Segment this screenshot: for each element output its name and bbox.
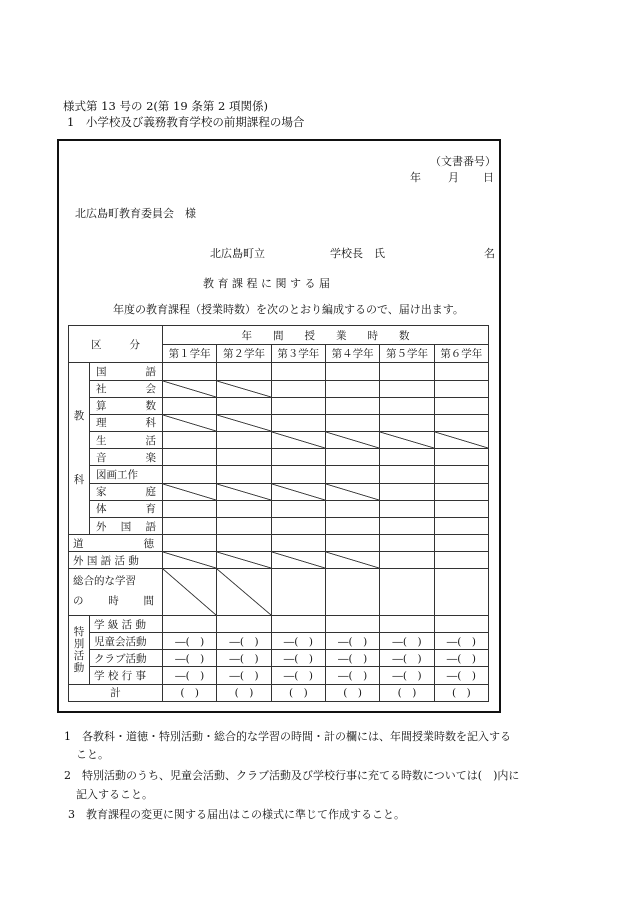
hours-cell[interactable] [163,363,217,380]
hours-cell[interactable] [434,483,488,500]
paren-cell[interactable]: ―( ) [325,633,379,650]
na-cell [217,380,271,397]
hours-cell[interactable] [325,517,379,534]
hours-cell[interactable] [271,414,325,431]
hours-cell[interactable] [434,414,488,431]
date-day: 日 [483,171,494,184]
hours-cell[interactable] [380,615,434,632]
note-2: 2 特別活動のうち、児童会活動、クラブ活動及び学校行事に充てる時数については( )内に [64,769,520,782]
paren-cell[interactable]: ―( ) [380,667,434,684]
hours-cell[interactable] [271,569,325,615]
row-gakkougyouji: 学 校 行 事 [90,667,163,684]
na-cell [380,432,434,449]
note-1: 1 各教科・道徳・特別活動・総合的な学習の時間・計の欄には、年間授業時数を記入する [64,730,511,743]
hours-cell[interactable] [217,449,271,466]
paren-cell[interactable]: ―( ) [380,650,434,667]
na-cell [163,414,217,431]
hours-cell[interactable] [271,615,325,632]
group-tokubetsu [69,615,90,684]
sender-name-suffix: 名 [484,247,495,260]
hours-cell[interactable] [217,432,271,449]
paren-cell[interactable]: ―( ) [217,633,271,650]
body-text: 年度の教育課程（授業時数）を次のとおり編成するので、届け出ます。 [113,303,464,316]
na-cell [434,432,488,449]
hours-cell[interactable] [325,535,379,552]
na-cell [271,483,325,500]
hours-cell[interactable] [380,552,434,569]
hours-cell[interactable] [380,414,434,431]
paren-cell[interactable]: ―( ) [434,667,488,684]
hours-cell[interactable] [163,432,217,449]
paren-cell[interactable]: ―( ) [325,650,379,667]
grade-header: 第６学年 [434,345,488,363]
hours-cell[interactable] [271,363,325,380]
grade-header: 第４学年 [325,345,379,363]
hours-cell[interactable] [434,449,488,466]
hours-cell[interactable] [380,535,434,552]
grade-header: 第５学年 [380,345,434,363]
paren-cell[interactable]: ―( ) [271,667,325,684]
hours-cell[interactable] [434,363,488,380]
hours-cell[interactable] [271,500,325,517]
hours-cell[interactable] [380,380,434,397]
row-jidoukai: 児童会活動 [90,633,163,650]
subject-zugakousaku: 図画工作 [90,466,163,483]
row-gakkyuu: 学 級 活 動 [90,615,163,632]
total-cell[interactable]: ( ) [271,684,325,701]
hours-cell[interactable] [325,397,379,414]
paren-cell[interactable]: ―( ) [325,667,379,684]
subject-katei: 家 庭 [90,483,163,500]
hours-cell[interactable] [163,615,217,632]
hours-cell[interactable] [434,466,488,483]
na-cell [325,432,379,449]
subject-gaikokugo: 外 国 語 [90,517,163,534]
paren-cell[interactable]: ―( ) [380,633,434,650]
hours-cell[interactable] [163,517,217,534]
hours-cell[interactable] [434,569,488,615]
hours-cell[interactable] [434,500,488,517]
hours-cell[interactable] [434,552,488,569]
hours-cell[interactable] [380,449,434,466]
hours-cell[interactable] [163,449,217,466]
total-cell[interactable]: ( ) [380,684,434,701]
hours-cell[interactable] [217,397,271,414]
hours-cell[interactable] [271,380,325,397]
hours-cell[interactable] [380,569,434,615]
na-cell [325,483,379,500]
subject-ongaku: 音 楽 [90,449,163,466]
row-total: 計 [69,684,163,701]
hours-cell[interactable] [271,535,325,552]
hours-cell[interactable] [217,517,271,534]
date-year: 年 [410,171,421,184]
subject-shakai: 社 会 [90,380,163,397]
hours-cell[interactable] [217,363,271,380]
na-cell [217,483,271,500]
paren-cell[interactable]: ―( ) [271,650,325,667]
row-club: クラブ活動 [90,650,163,667]
hours-cell[interactable] [271,517,325,534]
doc-number: （文書番号） [430,155,496,168]
na-cell [325,552,379,569]
subject-sansuu: 算 数 [90,397,163,414]
sender-school: 北広島町立 [210,247,265,260]
note-2-cont: 記入すること。 [76,788,153,801]
paren-cell[interactable]: ―( ) [163,633,217,650]
subject-rika: 理 科 [90,414,163,431]
row-doutoku: 道 徳 [69,535,163,552]
row-sougou: 総合的な学習 の 時 間 [69,569,163,615]
addressee: 北広島町教育委員会 様 [75,207,196,220]
hours-cell[interactable] [163,500,217,517]
corner-cell [69,326,163,363]
paren-cell[interactable]: ―( ) [217,667,271,684]
total-cell[interactable]: ( ) [434,684,488,701]
hours-cell[interactable] [434,535,488,552]
total-cell[interactable]: ( ) [325,684,379,701]
hours-cell[interactable] [325,615,379,632]
form-number: 様式第 13 号の 2(第 19 条第 2 項関係) [63,99,268,113]
hours-cell[interactable] [163,397,217,414]
paren-cell[interactable]: ―( ) [434,633,488,650]
total-cell[interactable]: ( ) [217,684,271,701]
hours-cell[interactable] [380,483,434,500]
subject-seikatsu: 生 活 [90,432,163,449]
total-cell[interactable]: ( ) [163,684,217,701]
hours-cell[interactable] [271,449,325,466]
hours-cell[interactable] [380,363,434,380]
hours-header: 年 間 授 業 時 数 [163,326,489,345]
hours-cell[interactable] [380,397,434,414]
subject-taiiku: 体 育 [90,500,163,517]
hours-cell[interactable] [325,449,379,466]
hours-cell[interactable] [217,615,271,632]
note-3: 3 教育課程の変更に関する届出はこの様式に準じて作成すること。 [68,808,405,821]
hours-cell[interactable] [380,500,434,517]
na-cell [163,552,217,569]
hours-cell[interactable] [325,500,379,517]
grade-header: 第３学年 [271,345,325,363]
hours-cell[interactable] [163,466,217,483]
hours-cell[interactable] [217,466,271,483]
hours-cell[interactable] [325,363,379,380]
hours-cell[interactable] [434,397,488,414]
na-cell [163,569,217,615]
group-kyouka-2: 科 [73,473,85,486]
hours-cell[interactable] [434,380,488,397]
hours-cell[interactable] [434,517,488,534]
na-cell [271,552,325,569]
tokubetsu-label: 特別活動 [73,625,85,674]
hours-cell[interactable] [380,517,434,534]
hours-cell[interactable] [325,569,379,615]
na-cell [217,569,271,615]
hours-cell[interactable] [325,466,379,483]
hours-cell[interactable] [325,380,379,397]
group-kyouka-1: 教 [73,410,85,423]
corner-label-b: 分 [129,338,140,351]
na-cell [163,483,217,500]
paren-cell[interactable]: ―( ) [163,650,217,667]
na-cell [271,432,325,449]
paren-cell[interactable]: ―( ) [217,650,271,667]
group-kyouka [69,363,90,535]
subject-kokugo: 国 語 [90,363,163,380]
row-gaikokugo-katsudou: 外 国 語 活 動 [69,552,163,569]
paren-cell[interactable]: ―( ) [434,650,488,667]
hours-cell[interactable] [163,535,217,552]
na-cell [163,380,217,397]
paren-cell[interactable]: ―( ) [271,633,325,650]
hours-cell[interactable] [217,500,271,517]
note-1-cont: こと。 [76,748,109,761]
case-title: 1 小学校及び義務教育学校の前期課程の場合 [67,115,305,129]
hours-cell[interactable] [217,535,271,552]
grade-header: 第１学年 [163,345,217,363]
grade-header: 第２学年 [217,345,271,363]
hours-cell[interactable] [271,466,325,483]
hours-cell[interactable] [325,414,379,431]
corner-label-a: 区 [91,338,102,351]
hours-cell[interactable] [434,615,488,632]
na-cell [217,414,271,431]
na-cell [217,552,271,569]
hours-table [68,325,489,702]
sender-title: 学校長 氏 [330,247,385,260]
date-month: 月 [448,171,459,184]
hours-cell[interactable] [380,466,434,483]
form-title: 教 育 課 程 に 関 す る 届 [203,277,330,290]
hours-cell[interactable] [271,397,325,414]
paren-cell[interactable]: ―( ) [163,667,217,684]
